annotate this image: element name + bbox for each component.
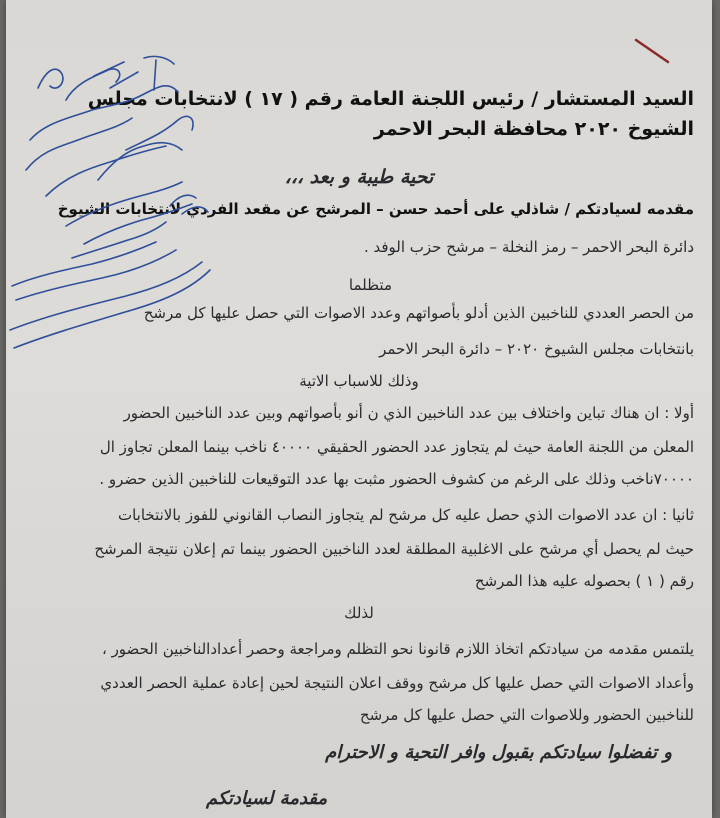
heading-line-1: السيد المستشار / رئيس اللجنة العامة رقم ( ١٧ ) لانتخابات مجلس — [87, 88, 694, 110]
subject-line-1: من الحصر العددي للناخبين الذين أدلو بأصواتهم وعدد الاصوات التي حصل عليها كل مرشح — [143, 304, 694, 322]
letter-page — [6, 0, 712, 818]
pen-stroke-mark — [634, 36, 674, 70]
first-reason-line-2: المعلن من اللجنة العامة حيث لم يتجاوز عدد الحضور الحقيقي ٤٠٠٠٠ ناخب بينما المعلن تجاوز ال — [99, 438, 694, 456]
closing-line: و تفضلوا سيادتكم بقبول وافر التحية و الاحترام — [325, 742, 672, 763]
request-line-2: وأعداد الاصوات التي حصل عليها كل مرشح ووقف اعلان النتيجة لحين إعادة عملية الحصر العددي — [100, 674, 694, 692]
request-line-1: يلتمس مقدمه من سيادتكم اتخاذ اللازم قانونا نحو التظلم ومراجعة وحصر أعدادالناخبين الحضور ، — [101, 640, 694, 658]
intro-line-1: مقدمه لسيادتكم / شاذلي على أحمد حسن – المرشح عن مقعد الفردي لانتخابات الشيوخ — [57, 200, 694, 218]
second-reason-line-2: حيث لم يحصل أي مرشح على الاغلبية المطلقة لعدد الناخبين الحضور بينما تم إعلان نتيجة المرشح — [94, 540, 694, 558]
greeting: تحية طيبة و بعد ،،، — [284, 166, 434, 188]
handwritten-annotation — [6, 0, 256, 420]
signature-line: مقدمة لسيادتكم — [206, 788, 328, 809]
first-reason-line-1: أولا : ان هناك تباين واختلاف بين عدد الناخبين الذي ن أنو بأصواتهم وبين عدد الناخبين الحضور — [123, 404, 694, 422]
heading-line-2: الشيوخ ٢٠٢٠ محافظة البحر الاحمر — [373, 118, 694, 140]
second-reason-line-3: رقم ( ١ ) بحصوله عليه هذا المرشح — [474, 572, 694, 590]
complaint-word: متظلما — [348, 276, 392, 294]
therefore: لذلك — [344, 604, 374, 622]
request-line-3: للناخبين الحضور وللاصوات التي حصل عليها كل مرشح — [359, 706, 694, 724]
second-reason-line-1: ثانيا : ان عدد الاصوات الذي حصل عليه كل مرشح لم يتجاوز النصاب القانوني للفوز بالانتخابات — [117, 506, 694, 524]
intro-line-2: دائرة البحر الاحمر – رمز النخلة – مرشح حزب الوفد . — [363, 238, 694, 256]
subject-line-2: بانتخابات مجلس الشيوخ ٢٠٢٠ – دائرة البحر الاحمر — [379, 340, 694, 358]
first-reason-line-3: ٧٠٠٠٠ناخب وذلك على الرغم من كشوف الحضور مثبت بها عدد التوقيعات للناخبين الذين حضرو . — [99, 470, 694, 488]
reasons-intro: وذلك للاسباب الاتية — [299, 372, 419, 390]
